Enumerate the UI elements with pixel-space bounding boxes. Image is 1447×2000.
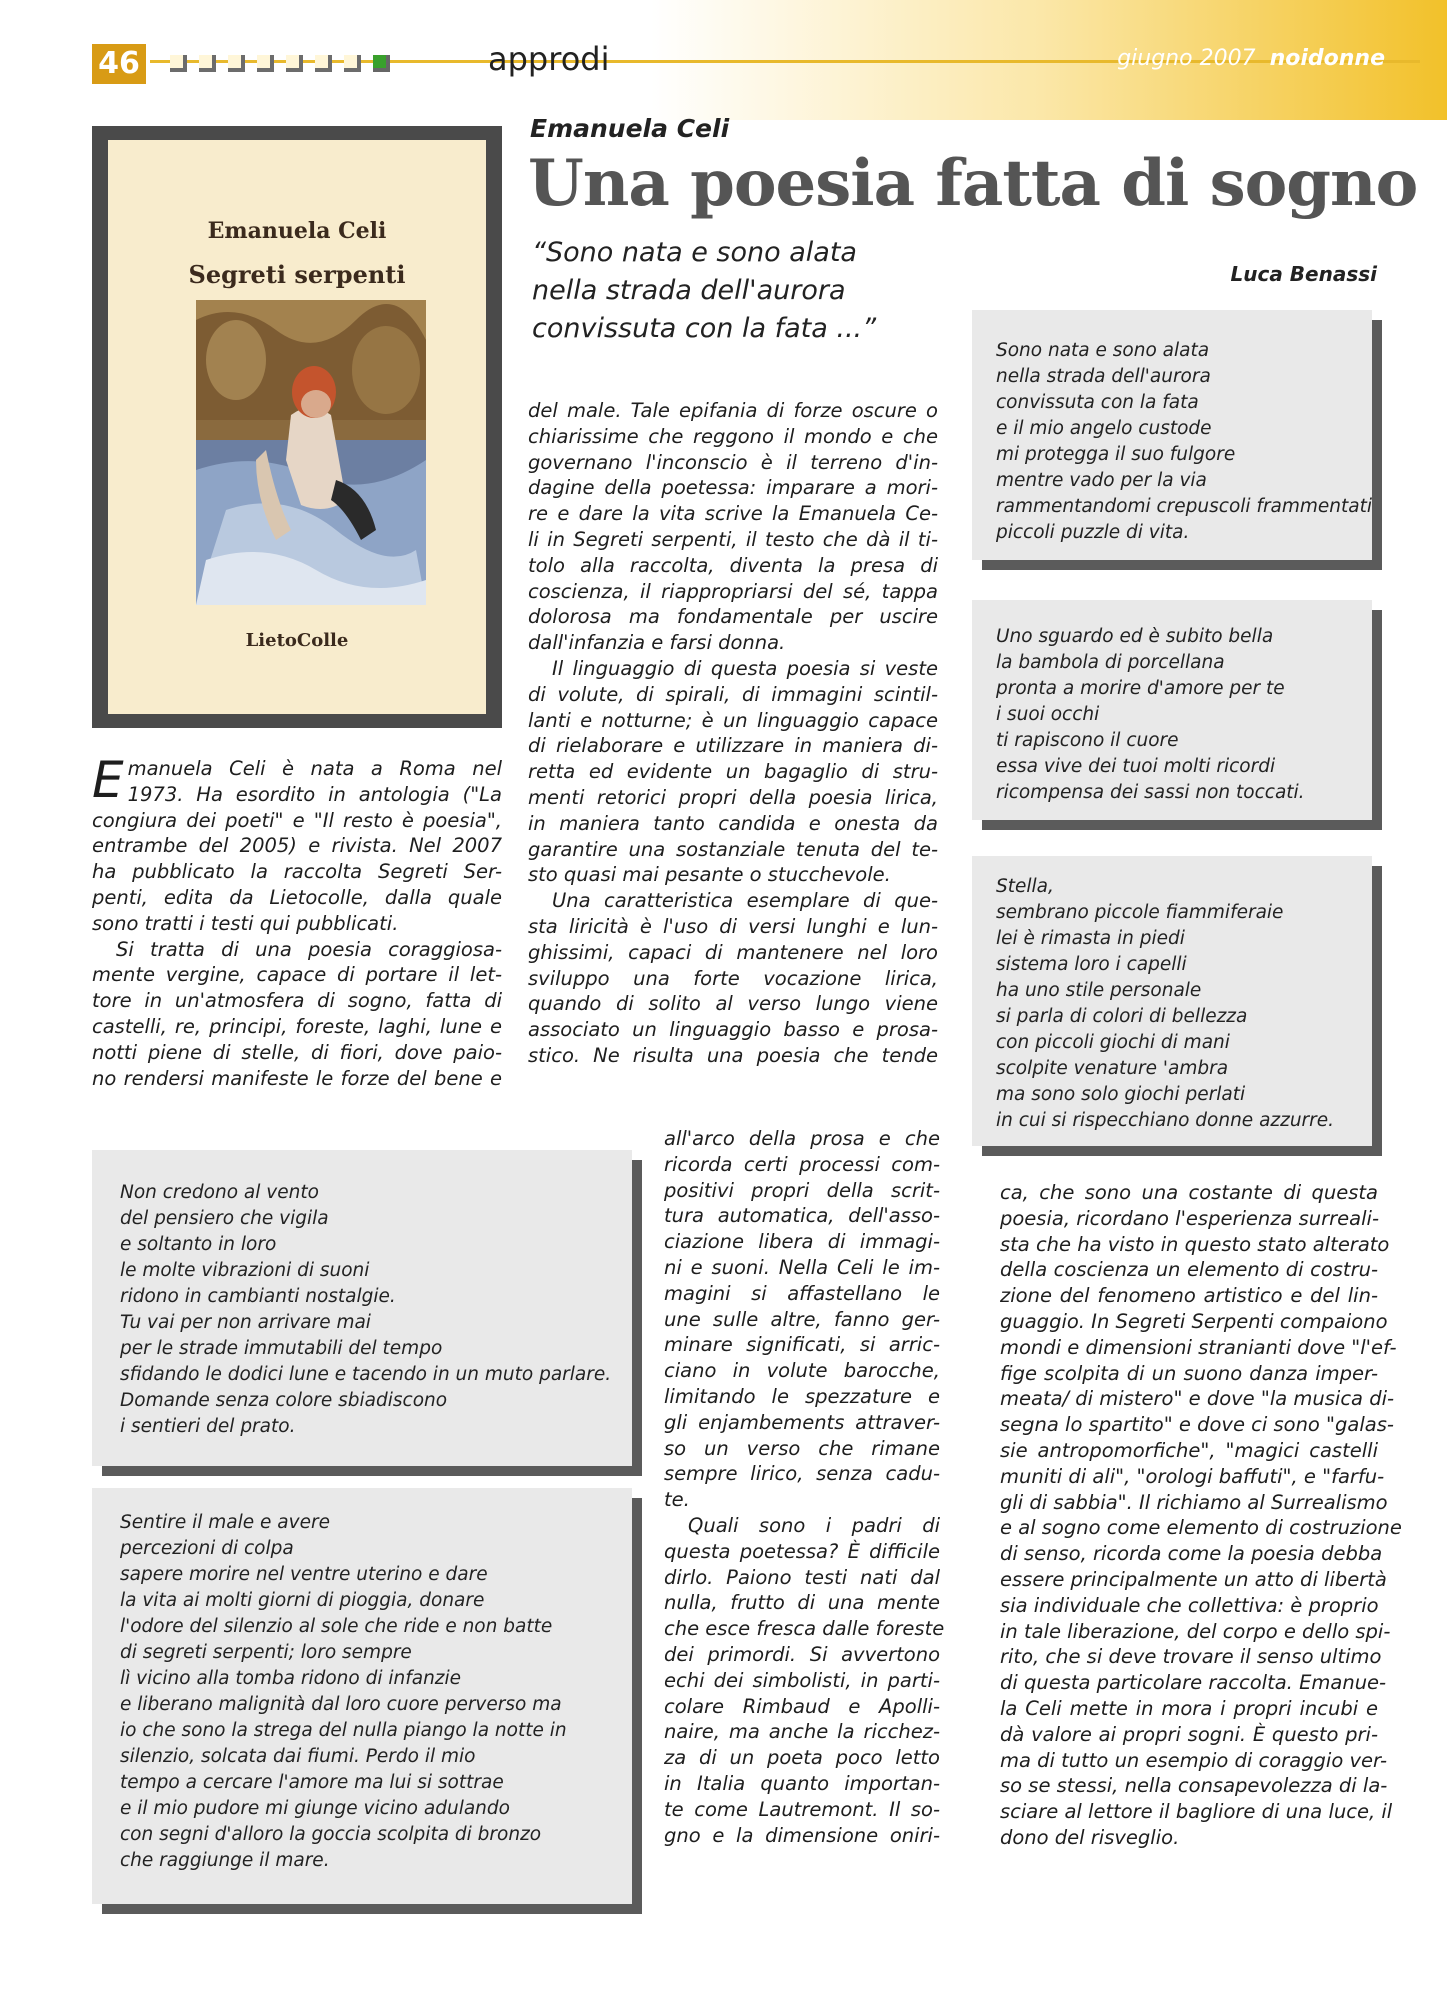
text-line: li in Segreti serpenti, il testo che dà il ti-: [528, 527, 938, 551]
text-line: sciare al lettore il bagliore di una luce, il: [1000, 1800, 1393, 1824]
text-line: meata/ di mistero" e dove "la musica di-: [1000, 1387, 1395, 1411]
poem-line: per le strade immutabili del tempo: [120, 1338, 443, 1359]
text-line: associato un linguaggio basso e prosa-: [528, 1018, 938, 1042]
byline: Luca Benassi: [1230, 262, 1377, 286]
cover-author: Emanuela Celi: [207, 218, 387, 244]
text-line: za di un poeta poco letto: [664, 1746, 940, 1770]
text-line: gli di sabbia". Il richiamo al Surrealismo: [1000, 1490, 1388, 1514]
text-line: retta ed evidente un bagaglio di stru-: [528, 760, 938, 784]
text-line: ghissimi, capaci di mantenere nel loro: [528, 940, 938, 964]
text-line: gno e la dimensione oniri-: [664, 1823, 940, 1847]
text-line: manuela Celi è nata a Roma nel: [127, 757, 502, 780]
square-marker: [344, 55, 361, 72]
poem-line: pronta a morire d'amore per te: [996, 678, 1285, 699]
text-line: ciano in volute barocche,: [664, 1359, 940, 1383]
text-line: colare Rimbaud e Apolli-: [664, 1694, 940, 1718]
text-line: limitando le spezzature e: [664, 1384, 940, 1408]
issue-date: giugno 2007: [1117, 46, 1256, 71]
text-line: sono tratti i testi qui pubblicati.: [92, 911, 399, 935]
cover-publisher: LietoColle: [245, 630, 349, 651]
text-line: no rendersi manifeste le forze del bene e: [92, 1066, 502, 1090]
cover-title: Segreti serpenti: [188, 260, 406, 289]
poem-line: Domande senza colore sbiadiscono: [120, 1390, 448, 1411]
text-line: la Celi mette in mora i propri incubi e: [1000, 1696, 1378, 1720]
text-line: zione del fenomeno artistico e del lin-: [1000, 1284, 1378, 1308]
text-line: stico. Ne risulta una poesia che tende: [528, 1043, 938, 1067]
text-line: all'arco della prosa e che: [664, 1127, 940, 1150]
poem-line: ricompensa dei sassi non toccati.: [996, 782, 1305, 803]
poem-line: scolpite venature 'ambra: [996, 1058, 1229, 1079]
text-line: in tale liberazione, del corpo e dello spi-: [1000, 1619, 1391, 1643]
text-line: del male. Tale epifania di forze oscure o: [528, 399, 938, 422]
text-line: dagine della poetessa: imparare a mori-: [528, 476, 938, 500]
poem-line: che raggiunge il mare.: [120, 1850, 330, 1871]
square-marker: [315, 55, 332, 72]
body-column-1: [92, 751, 502, 1091]
poem-line: sfidando le dodici lune e tacendo in un muto parlare.: [120, 1364, 612, 1385]
body-column-2-continued: [664, 1126, 945, 1848]
text-line: entrambe del 2005) e rivista. Nel 2007: [92, 834, 502, 858]
text-line: di volute, di spirali, di immagini scintil-: [528, 682, 938, 706]
poem-line: e il mio pudore mi giunge vicino adulando: [120, 1798, 510, 1819]
poem-line: lì vicino alla tomba ridono di infanzie: [120, 1668, 462, 1689]
poem-line: mentre vado per la via: [996, 470, 1207, 491]
poem-line: mi protegga il suo fulgore: [996, 444, 1236, 465]
text-line: sia individuale che collettiva: è proprio: [1000, 1593, 1379, 1617]
author-kicker: Emanuela Celi: [530, 114, 730, 143]
poem-line: la bambola di porcellana: [996, 652, 1225, 673]
text-line: ca, che sono una costante di questa: [1000, 1181, 1378, 1204]
poem-line: ha uno stile personale: [996, 980, 1202, 1001]
square-marker: [257, 55, 274, 72]
text-line: mondi e dimensioni stranianti dove "l'ef-: [1000, 1335, 1397, 1359]
text-line: governano l'inconscio è il terreno d'in-: [528, 450, 938, 474]
text-line: tura automatica, dell'asso-: [664, 1204, 940, 1228]
poem-line: Stella,: [996, 876, 1054, 897]
poem-box-3: [972, 856, 1372, 1146]
text-line: dolorosa ma fondamentale per uscire: [528, 605, 938, 629]
square-marker-active: [373, 55, 390, 72]
text-line: garantire una sostanziale tenuta del te-: [528, 837, 938, 861]
book-cover: [108, 140, 486, 714]
poem-line: Non credono al vento: [120, 1182, 319, 1203]
text-line: Quali sono i padri di: [688, 1513, 940, 1537]
text-line: fige scolpita di un suono danza imper-: [1000, 1361, 1378, 1385]
poem-line: con piccoli giochi di mani: [996, 1032, 1230, 1053]
poem-line: Tu vai per non arrivare mai: [120, 1312, 371, 1333]
poem-line: sembrano piccole fiammiferaie: [996, 902, 1284, 923]
poem-line: percezioni di colpa: [120, 1538, 294, 1559]
poem-line: l'odore del silenzio al sole che ride e non batte: [120, 1616, 553, 1637]
text-line: dall'infanzia e farsi donna.: [528, 631, 786, 655]
poem-line: e liberano malignità dal loro cuore perverso ma: [120, 1694, 562, 1715]
square-marker: [170, 55, 187, 72]
text-line: te come Lautremont. Il so-: [664, 1797, 940, 1821]
text-line: sempre lirico, senza cadu-: [664, 1462, 940, 1486]
section-name: approdi: [488, 40, 610, 78]
poem-line: convissuta con la fata: [996, 392, 1199, 413]
poem-line: piccoli puzzle di vita.: [996, 522, 1190, 543]
text-line: une sulle altre, fanno ger-: [664, 1307, 940, 1331]
square-marker: [286, 55, 303, 72]
text-line: di rielaborare e utilizzare in maniera di-: [528, 734, 938, 758]
body-column-2: [528, 398, 938, 1069]
text-line: sviluppo una forte vocazione lirica,: [528, 966, 938, 990]
text-line: tore in un'atmosfera di sogno, fatta di: [92, 989, 502, 1013]
text-line: essere principalmente un atto di libertà: [1000, 1567, 1387, 1591]
text-line: che esce fresca dalle foreste: [664, 1617, 945, 1641]
poem-line: la vita ai molti giorni di pioggia, donare: [120, 1590, 485, 1611]
pullquote-line: nella strada dell'aurora: [532, 275, 846, 306]
text-line: minare significati, si arric-: [664, 1333, 940, 1357]
text-line: in maniera tanto candida e onesta da: [528, 811, 938, 835]
text-line: questa poetessa? È difficile: [664, 1539, 940, 1563]
text-line: dei primordi. Si avvertono: [664, 1642, 940, 1666]
drop-cap: E: [92, 751, 124, 809]
text-line: ricorda certi processi com-: [664, 1152, 940, 1176]
poem-line: sistema loro i capelli: [996, 954, 1187, 975]
poem-line: essa vive dei tuoi molti ricordi: [996, 756, 1276, 777]
poem-line: del pensiero che vigila: [120, 1208, 329, 1229]
text-line: segna lo spartito" e dove ci sono "galas-: [1000, 1413, 1394, 1437]
article-title: Una poesia fatta di sogno: [528, 146, 1418, 221]
poem-line: e il mio angelo custode: [996, 418, 1212, 439]
poem-line: ma sono solo giochi perlati: [996, 1084, 1246, 1105]
poem-line: sapere morire nel ventre uterino e dare: [120, 1564, 488, 1585]
text-line: gli enjambements attraver-: [664, 1410, 940, 1434]
poem-text: [120, 1510, 567, 1874]
text-line: guaggio. In Segreti Serpenti compaiono: [1000, 1309, 1388, 1333]
text-line: sta liricità è l'uso di versi lunghi e lun-: [528, 914, 938, 938]
poem-line: ti rapiscono il cuore: [996, 730, 1179, 751]
poem-line: nella strada dell'aurora: [996, 366, 1211, 387]
poem-line: rammentandomi crepuscoli frammentati: [996, 496, 1373, 517]
header-squares: [170, 55, 390, 72]
text-line: positivi propri della scrit-: [664, 1178, 940, 1202]
text-line: muniti di ali", "orologi baffuti", e "farfu-: [1000, 1464, 1385, 1488]
square-marker: [228, 55, 245, 72]
poem-text: [996, 338, 1372, 546]
text-line: Il linguaggio di questa poesia si veste: [552, 656, 938, 680]
poem-line: Sentire il male e avere: [120, 1512, 330, 1533]
poem-line: di segreti serpenti; loro sempre: [120, 1642, 412, 1663]
text-line: notti piene di stelle, di fiori, dove paio-: [92, 1040, 502, 1064]
text-line: dirlo. Paiono testi nati dal: [664, 1565, 940, 1589]
text-line: sta che ha visto in questo stato alterato: [1000, 1232, 1390, 1256]
issue-info: [1117, 46, 1385, 71]
text-line: Una caratteristica esemplare di que-: [552, 889, 938, 913]
text-line: lanti e notturne; è un linguaggio capace: [528, 708, 938, 732]
poem-line: lei è rimasta in piedi: [996, 928, 1185, 949]
text-line: menti retorici propri della poesia lirica,: [528, 785, 938, 809]
poem-text: [996, 874, 1334, 1134]
poem-line: in cui si rispecchiano donne azzurre.: [996, 1110, 1335, 1131]
square-marker: [199, 55, 216, 72]
text-line: so un verso che rimane: [664, 1436, 940, 1460]
text-line: coscienza, il riappropriarsi del sé, tappa: [528, 579, 938, 603]
poem-line: Uno sguardo ed è subito bella: [996, 626, 1274, 647]
text-line: ma di tutto un esempio di coraggio ver-: [1000, 1748, 1387, 1772]
text-line: re e dare la vita scrive la Emanuela Ce-: [528, 502, 938, 526]
text-line: ciazione libera di immagi-: [664, 1230, 940, 1254]
text-line: penti, edita da Lietocolle, dalla quale: [92, 885, 502, 909]
text-line: della coscienza un elemento di costru-: [1000, 1258, 1378, 1282]
poem-line: io che sono la strega del nulla piango la notte in: [120, 1720, 567, 1741]
poem-line: si parla di colori di bellezza: [996, 1006, 1248, 1027]
poem-line: ridono in cambianti nostalgie.: [120, 1286, 396, 1307]
text-line: dono del risveglio.: [1000, 1825, 1180, 1849]
text-line: ha pubblicato la raccolta Segreti Ser-: [92, 860, 502, 884]
text-line: sie antropomorfiche", "magici castelli: [1000, 1438, 1378, 1462]
poem-box-2: [972, 600, 1372, 820]
text-line: ni e suoni. Nella Celi le im-: [664, 1255, 940, 1279]
text-line: tolo alla raccolta, diventa la presa di: [528, 553, 938, 577]
pullquote: [532, 234, 892, 348]
poem-box-4: [92, 1150, 632, 1466]
text-line: in Italia quanto importan-: [664, 1771, 940, 1795]
text-line: di senso, ricorda come la poesia debba: [1000, 1542, 1383, 1566]
text-line: mente vergine, capace di portare il let-: [92, 963, 502, 987]
poem-text: [120, 1180, 611, 1440]
cover-painting: [196, 300, 426, 605]
poem-line: Sono nata e sono alata: [996, 340, 1210, 361]
poem-line: e soltanto in loro: [120, 1234, 277, 1255]
text-line: rito, che si deve trovare il senso ultimo: [1000, 1645, 1382, 1669]
poem-line: con segni d'alloro la goccia scolpita di bronzo: [120, 1824, 542, 1845]
text-line: di questa particolare raccolta. Emanue-: [1000, 1671, 1387, 1695]
poem-text: [996, 624, 1305, 806]
poem-line: tempo a cercare l'amore ma lui si sottrae: [120, 1772, 504, 1793]
poem-box-5: [92, 1488, 632, 1904]
text-line: 1973. Ha esordito in antologia ("La: [127, 782, 502, 806]
text-line: e al sogno come elemento di costruzione: [1000, 1516, 1402, 1540]
pullquote-line: convissuta con la fata ...”: [532, 313, 877, 344]
text-line: te.: [664, 1488, 690, 1512]
text-line: dà valore ai propri sogni. È questo pri-: [1000, 1722, 1378, 1746]
text-line: Si tratta di una poesia coraggiosa-: [116, 937, 502, 961]
text-line: echi dei simbolisti, in parti-: [664, 1668, 940, 1692]
text-line: congiura dei poeti" e "Il resto è poesia",: [92, 808, 502, 832]
body-column-3: [1000, 1180, 1402, 1851]
magazine-name: noidonne: [1269, 46, 1385, 71]
text-line: naire, ma anche la ricchez-: [664, 1720, 940, 1744]
text-line: castelli, re, principi, foreste, laghi, lune e: [92, 1014, 502, 1038]
pullquote-line: “Sono nata e sono alata: [532, 237, 857, 268]
text-line: sto quasi mai pesante o stucchevole.: [528, 863, 891, 887]
poem-line: i sentieri del prato.: [120, 1416, 296, 1437]
text-line: chiarissime che reggono il mondo e che: [528, 424, 938, 448]
text-line: nulla, frutto di una mente: [664, 1591, 940, 1615]
text-line: poesia, ricordano l'esperienza surreali-: [1000, 1206, 1380, 1230]
text-line: so se stessi, nella consapevolezza di la-: [1000, 1774, 1388, 1798]
text-line: magini si affastellano le: [664, 1281, 940, 1305]
poem-line: silenzio, solcata dai fiumi. Perdo il mio: [120, 1746, 476, 1767]
text-line: quando di solito al verso lungo viene: [528, 992, 938, 1016]
poem-line: le molte vibrazioni di suoni: [120, 1260, 370, 1281]
poem-box-1: [972, 310, 1372, 560]
poem-line: i suoi occhi: [996, 704, 1100, 725]
page-number: 46: [92, 44, 146, 84]
